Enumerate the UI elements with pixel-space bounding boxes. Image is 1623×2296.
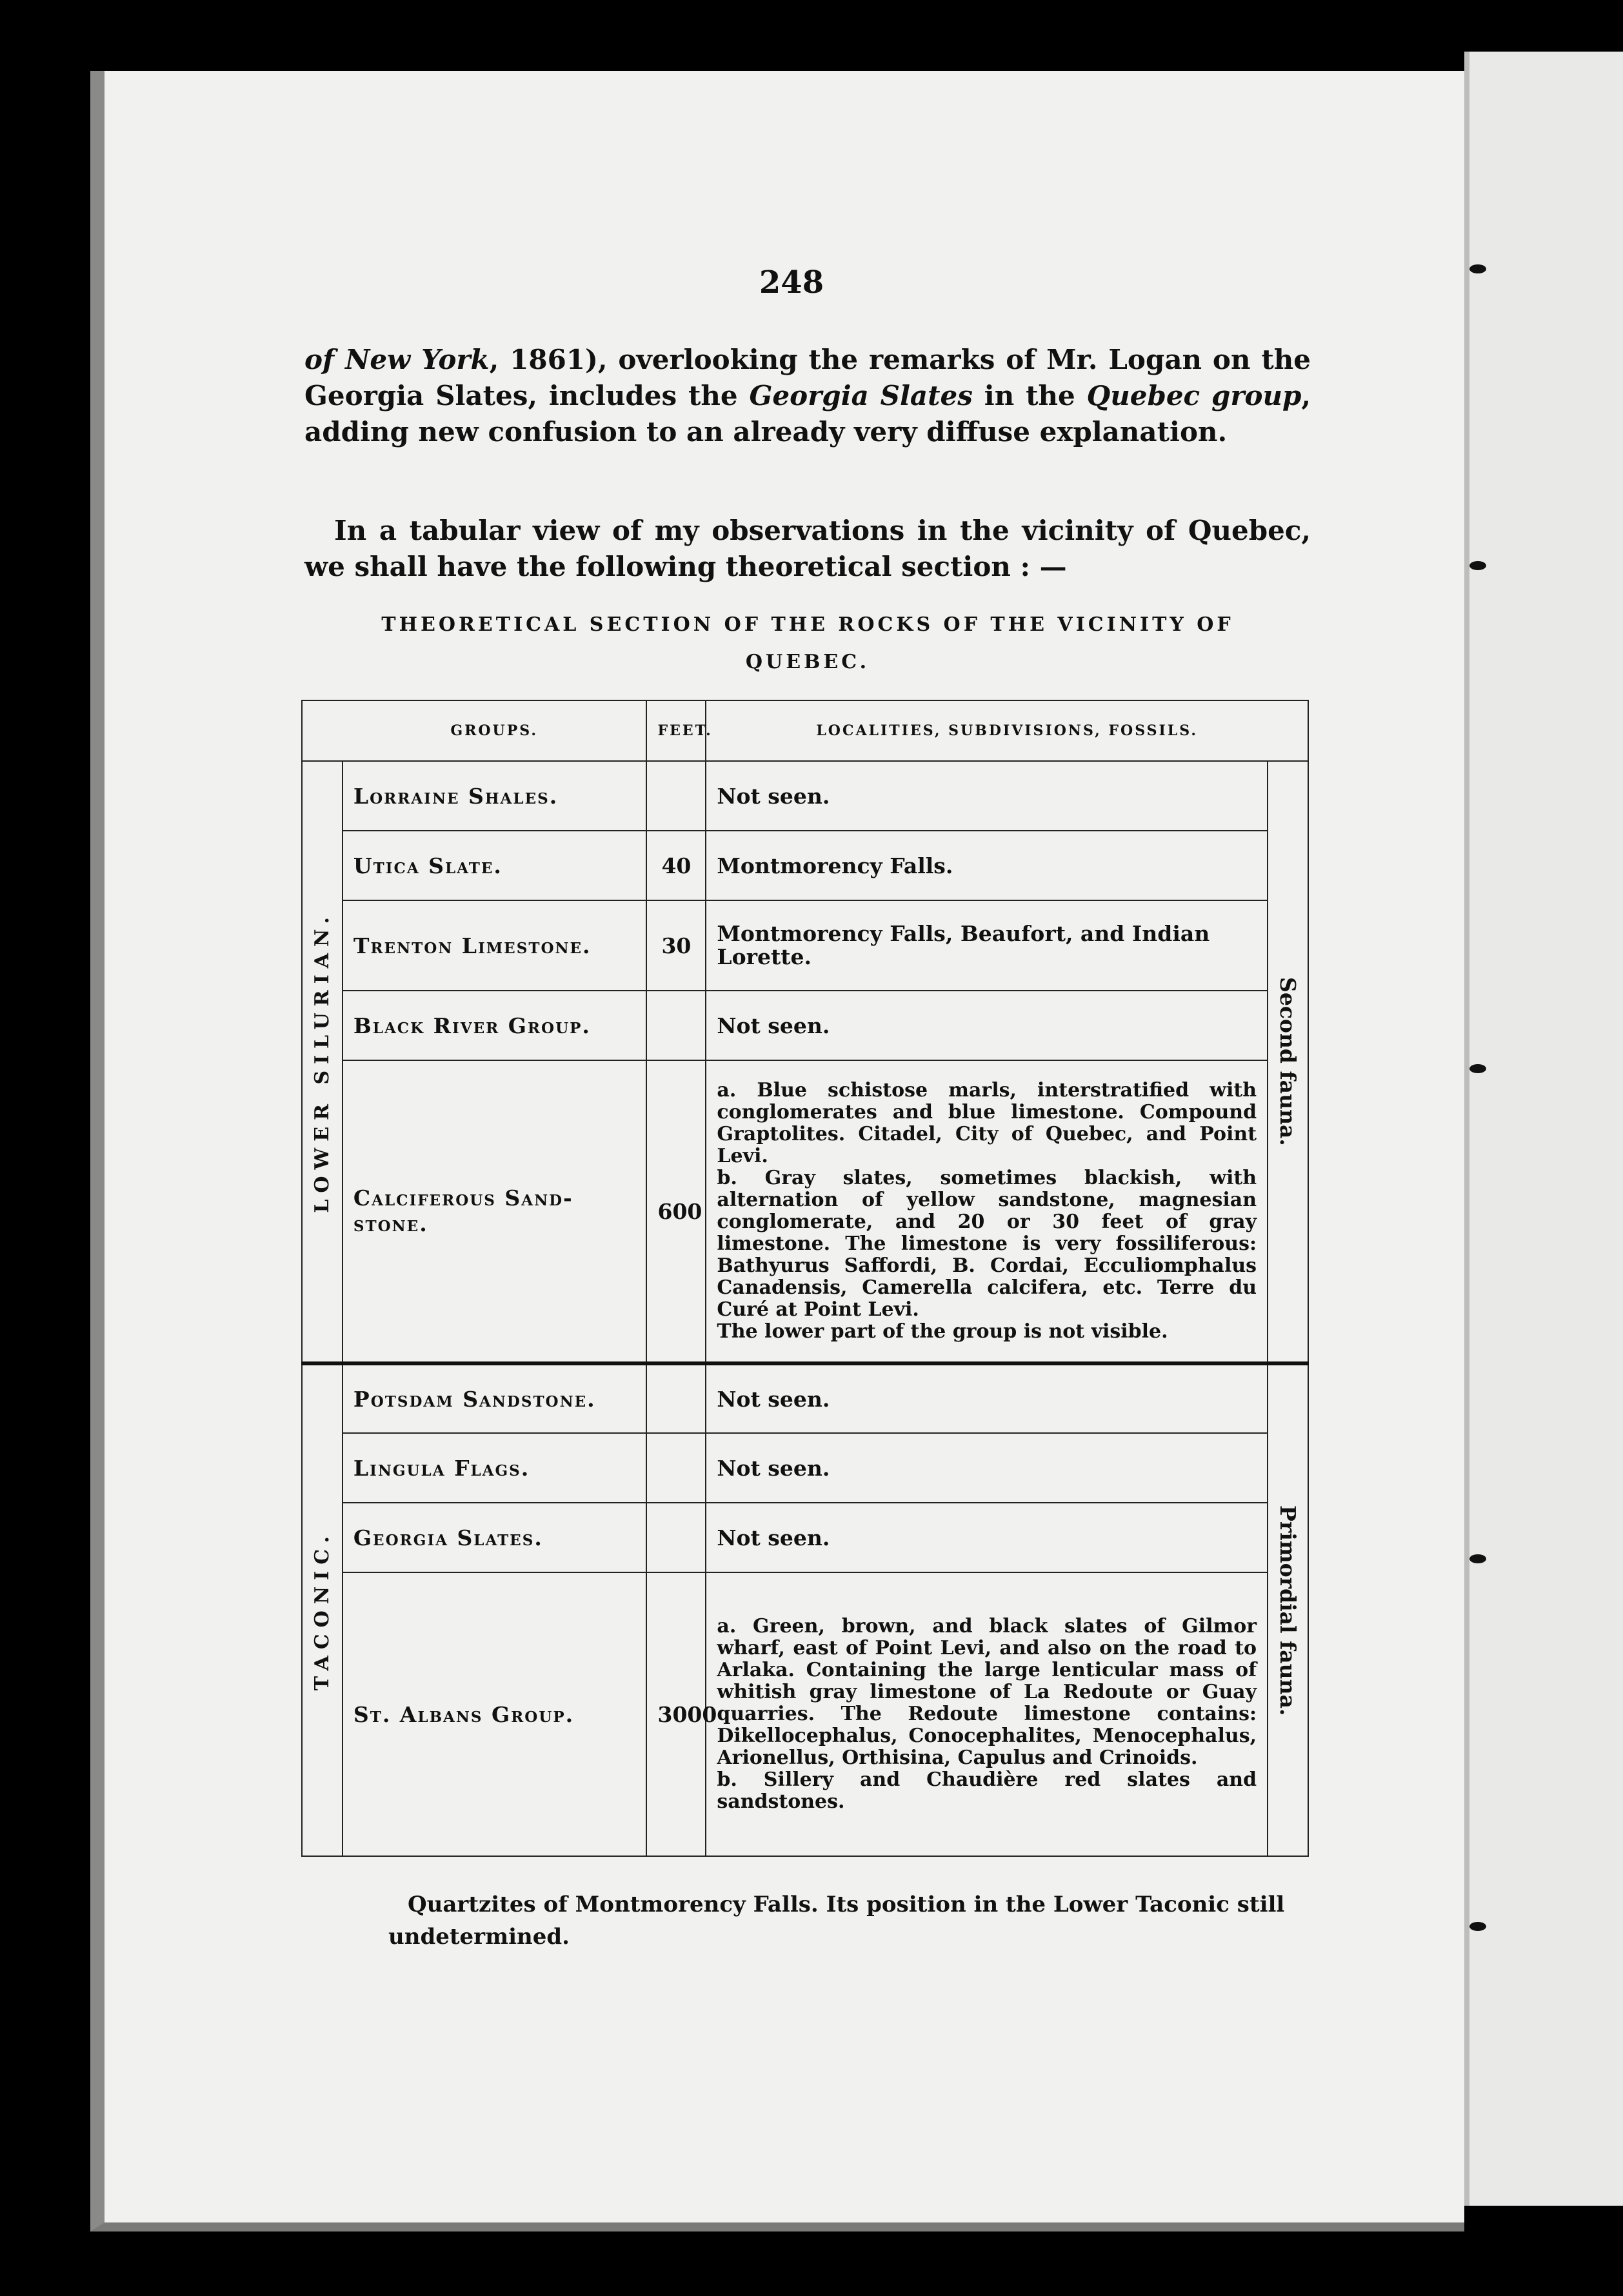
fauna-cell-second (1268, 761, 1308, 1363)
binding-mark (1469, 1922, 1486, 1931)
table-row (302, 1503, 1308, 1572)
locality-text: Not seen. (706, 1433, 1268, 1503)
group-name: Black River Group. (343, 991, 647, 1060)
group-name: Potsdam Sandstone. (343, 1363, 647, 1433)
feet-header: FEET. (646, 700, 706, 761)
feet-value: 600 (646, 1060, 706, 1363)
locality-note: The lower part of the group is not visible. (717, 1320, 1168, 1343)
binding-mark (1469, 1064, 1486, 1073)
group-name: Utica Slate. (343, 831, 647, 900)
theoretical-section-table (301, 700, 1309, 1857)
italic-term: Quebec group (1086, 380, 1302, 411)
era-cell-lower-silurian (302, 761, 343, 1363)
locality-text: Not seen. (706, 1503, 1268, 1572)
section-title (311, 606, 1304, 681)
section-title-line: THEORETICAL SECTION OF THE ROCKS OF THE VICINITY OF (381, 613, 1234, 636)
era-header (302, 700, 343, 761)
italic-title: of New York (304, 344, 490, 375)
feet-value (646, 1503, 706, 1572)
feet-value (646, 761, 706, 831)
locality-text: Not seen. (706, 1363, 1268, 1433)
locality-detail (706, 1572, 1268, 1856)
group-name: St. Albans Group. (343, 1572, 647, 1856)
paragraph-continuation (304, 342, 1311, 450)
group-name: Trenton Limestone. (343, 900, 647, 991)
fauna-cell-primordial (1268, 1363, 1308, 1856)
locality-subdivision-a: a. Green, brown, and black slates of Gilmor wharf, east of Point Levi, and also on the road to Arlaka. Containing the large lenticular mass of whitish gray limestone of La Redoute or Guay quarries. The Redoute limestone contains: Dikellocephalus, Conocephalites, Menocephalus, Arionellus, Orthisina, Capulus and Crinoids. (717, 1615, 1257, 1769)
feet-value (646, 1363, 706, 1433)
paragraph-text: , adding new confusion to an already very diffuse explanation. (304, 380, 1311, 448)
groups-header: GROUPS. (343, 700, 647, 761)
binding-mark (1469, 561, 1486, 570)
group-name: Calciferous Sand-stone. (343, 1060, 647, 1363)
page-number: 248 (759, 264, 824, 301)
italic-term: Georgia Slates (749, 380, 973, 411)
adjacent-page-edge (1464, 52, 1623, 2206)
locality-detail (706, 1060, 1268, 1363)
feet-value (646, 1433, 706, 1503)
fauna-label: Primordial fauna. (1275, 1505, 1301, 1716)
table-row (302, 991, 1308, 1060)
table-row (302, 831, 1308, 900)
section-title-line: QUEBEC. (745, 651, 870, 673)
table-row (302, 900, 1308, 991)
table-row (302, 1433, 1308, 1503)
feet-value: 40 (646, 831, 706, 900)
group-name: Lingula Flags. (343, 1433, 647, 1503)
locality-text: Not seen. (706, 991, 1268, 1060)
table-row (302, 1572, 1308, 1856)
paragraph-text: in the (972, 380, 1087, 411)
footnote: Quartzites of Montmorency Falls. Its position in the Lower Taconic still undetermined. (388, 1892, 1285, 1950)
group-name: Lorraine Shales. (343, 761, 647, 831)
locality-subdivision-b: b. Sillery and Chaudière red slates and sandstones. (717, 1768, 1257, 1813)
localities-header: LOCALITIES, SUBDIVISIONS, FOSSILS. (706, 700, 1308, 761)
locality-text: Montmorency Falls, Beaufort, and Indian Lorette. (706, 900, 1268, 991)
book-page (90, 71, 1464, 2232)
table-row (302, 761, 1308, 831)
feet-value: 30 (646, 900, 706, 991)
feet-value (646, 991, 706, 1060)
locality-text: Montmorency Falls. (706, 831, 1268, 900)
locality-subdivision-b: b. Gray slates, sometimes blackish, with alternation of yellow sandstone, magnesian conglomerate, and 20 or 30 feet of gray limestone. The limestone is very fossiliferous: Bathyurus Saffordi, B. Cordai, Ecculiomphalus Canadensis, Camerella calcifera, etc. Terre du Curé at Point Levi. (717, 1167, 1257, 1321)
paragraph-text: , 1861), overlooking the remarks of Mr. Logan on the Georgia Slates, includes the (304, 344, 1311, 411)
table-row (302, 1363, 1308, 1433)
era-label: LOWER SILURIAN. (310, 910, 334, 1213)
table-header-row (302, 700, 1308, 761)
fauna-label: Second fauna. (1275, 977, 1301, 1146)
group-name: Georgia Slates. (343, 1503, 647, 1572)
table-row (302, 1060, 1308, 1363)
locality-text: Not seen. (706, 761, 1268, 831)
binding-mark (1469, 1554, 1486, 1563)
paragraph-intro: In a tabular view of my observations in the vicinity of Quebec, we shall have the following theoretical section : — (304, 515, 1311, 582)
era-cell-taconic (302, 1363, 343, 1856)
feet-value: 3000 (646, 1572, 706, 1856)
locality-subdivision-a: a. Blue schistose marls, interstratified with conglomerates and blue limestone. Compound Graptolites. Citadel, City of Quebec, and Point Levi. (717, 1079, 1257, 1167)
era-label: TACONIC. (310, 1530, 334, 1691)
